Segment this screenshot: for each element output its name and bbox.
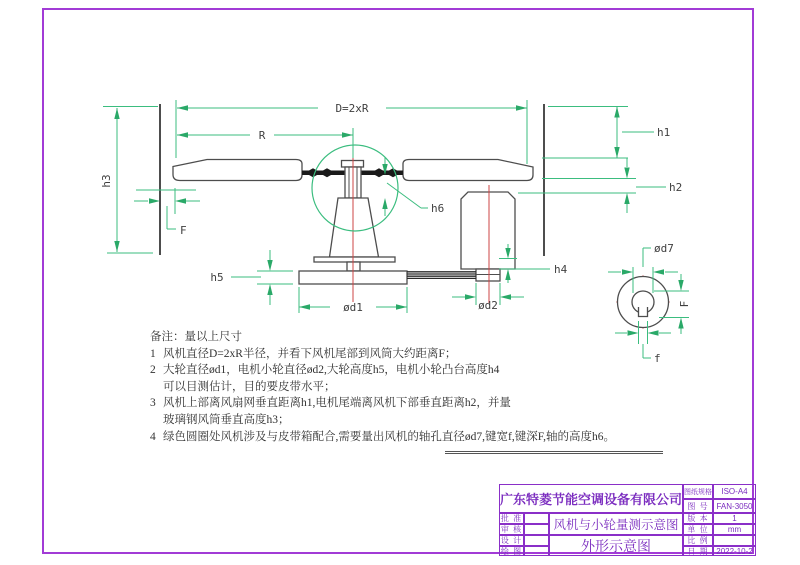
- dim-label-d1: ød1: [343, 301, 363, 314]
- titleblock-unit-value: mm: [713, 524, 756, 535]
- dim-h1: [542, 107, 670, 159]
- note-text: 绿色圆圈处风机涉及与皮带箱配合,需要量出风机的轴孔直径ød7,键宽f,键深F,轴的高度h6。: [163, 430, 616, 443]
- titleblock-drawing-title: 风机与小轮量测示意图: [549, 513, 683, 535]
- note-text: 风机直径D=2xR半径，并看下风机尾部到风筒大约距离F；: [163, 347, 457, 360]
- keyway-notch: [639, 307, 648, 317]
- titleblock-draft-value: [524, 546, 549, 556]
- titleblock-scale-label: 比 例: [683, 535, 713, 546]
- dim-label-key-width: f: [654, 352, 661, 365]
- note-item: [150, 412, 720, 429]
- mount-flange: [314, 257, 395, 262]
- note-item: [150, 379, 720, 396]
- notes-emphasis-underline: [445, 451, 663, 454]
- titleblock-design-value: [524, 535, 549, 546]
- dim-d2: [452, 283, 524, 312]
- blade-bolt: [385, 168, 401, 177]
- dim-label-d: D=2xR: [335, 102, 369, 115]
- titleblock-version-label: 版 本: [683, 513, 713, 524]
- motor-body: [461, 192, 515, 269]
- titleblock-design-label: 设 计: [500, 536, 523, 545]
- motor: [461, 192, 515, 281]
- dim-label-d7: ød7: [654, 242, 674, 255]
- right-blade: [403, 160, 533, 181]
- note-text: 玻璃钢风筒垂直高度h3；: [163, 413, 290, 426]
- dim-label-h5: h5: [210, 271, 224, 284]
- titleblock-unit-label: 单 位: [683, 524, 713, 535]
- titleblock-no-label: 图 号: [683, 499, 713, 513]
- titleblock-drawing-subtitle: 外形示意图: [549, 535, 683, 556]
- note-text: 风机上部离风扇网垂直距离h1,电机尾端离风机下部垂直距离h2，并量: [163, 397, 511, 410]
- titleblock-draft-label: 绘 图: [500, 546, 523, 556]
- dim-label-h1: h1: [657, 126, 671, 139]
- dim-label-key-depth: F: [678, 300, 691, 308]
- dim-r: [177, 128, 353, 158]
- titleblock-company: 广东特菱节能空调设备有限公司: [499, 484, 683, 513]
- dim-label-h3: h3: [100, 174, 113, 188]
- dim-label-d2: ød2: [478, 299, 498, 312]
- shaft-bore-detail: [616, 275, 670, 329]
- title-block: [499, 484, 756, 556]
- note-text: 大轮直径ød1，电机小轮直径ød2,大轮高度h5，电机小轮凸台高度h4: [163, 364, 500, 377]
- titleblock-review-label: 审 核: [500, 525, 523, 534]
- dim-label-h2: h2: [669, 181, 683, 194]
- titleblock-spec-label: 图纸规格: [683, 484, 713, 499]
- note-item: 2 大轮直径ød1，电机小轮直径ød2,大轮高度h5，电机小轮凸台高度h4: [150, 364, 500, 377]
- blade-bolt: [305, 168, 321, 177]
- left-blade: [173, 160, 302, 181]
- titleblock-date-label: 日 期: [683, 546, 713, 556]
- titleblock-scale-value: [713, 535, 756, 546]
- dim-h3: [100, 107, 158, 254]
- titleblock-no-value: FAN-3050: [713, 499, 756, 513]
- titleblock-spec-value: ISO-A4: [713, 484, 756, 499]
- note-text: 可以目测估计，目的要皮带水平；: [163, 380, 336, 393]
- titleblock-date-value: 2022-10-2: [713, 546, 756, 556]
- dim-label-h4: h4: [554, 263, 568, 276]
- belt: [407, 272, 476, 279]
- dim-label-h6: h6: [431, 202, 445, 215]
- dim-label-f-gap: F: [180, 224, 187, 237]
- blade-bolt: [319, 168, 335, 177]
- dim-d: [176, 100, 527, 164]
- titleblock-approve-value: [524, 513, 549, 524]
- note-item: 4 绿色圆圈处风机涉及与皮带箱配合,需要量出风机的轴孔直径ød7,键宽f,键深F,轴的高度h6。: [150, 430, 616, 443]
- note-item: 1 风机直径D=2xR半径，并看下风机尾部到风筒大约距离F；: [150, 347, 457, 360]
- notes-heading: 备注：量以上尺寸: [150, 331, 242, 343]
- dim-h2: [518, 158, 682, 213]
- dim-label-r: R: [258, 129, 266, 142]
- titleblock-approve-label: 批 准: [500, 514, 523, 523]
- titleblock-review-value: [524, 524, 549, 535]
- dim-h5: [210, 250, 293, 305]
- note-item: 3 风机上部离风扇网垂直距离h1,电机尾端离风机下部垂直距离h2，并量: [150, 397, 511, 410]
- dim-f-gap: [134, 188, 200, 237]
- notes-block: [150, 329, 720, 445]
- titleblock-version-value: 1: [713, 513, 756, 524]
